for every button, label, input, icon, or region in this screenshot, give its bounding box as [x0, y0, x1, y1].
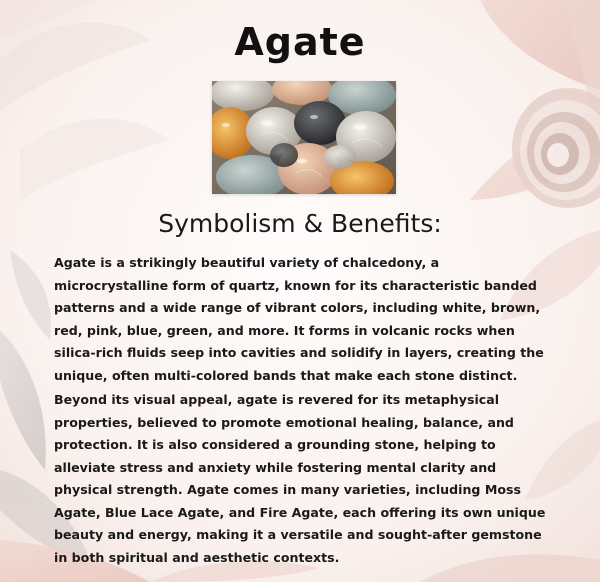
page-title: Agate — [234, 20, 366, 64]
paragraph-description: Agate is a strikingly beautiful variety of chalcedony, a microcrystalline form of quartz, known for its characteristic banded patterns and a wide range of vibrant colors, including white, brown, red, pink, blue, green, and more. It forms in volcanic rocks when silica-rich fluids seep into cavities and solidify in layers, creating the unique, often multi-colored bands that make each stone distinct. — [54, 255, 544, 383]
section-heading: Symbolism & Benefits: — [158, 209, 442, 238]
tumbled-agate-stones-photo — [212, 81, 396, 194]
paragraph-benefits: Beyond its visual appeal, agate is revered for its metaphysical properties, believed to promote emotional healing, balance, and protection. It is also considered a grounding stone, helping to alleviate stress and anxiety while fostering mental clarity and physical strength. Agate comes in many varieties, including Moss Agate, Blue Lace Agate, and Fire Agate, each offering its own unique beauty and energy, making it a versatile and sought-after gemstone in both spiritual and aesthetic contexts. — [54, 392, 546, 565]
